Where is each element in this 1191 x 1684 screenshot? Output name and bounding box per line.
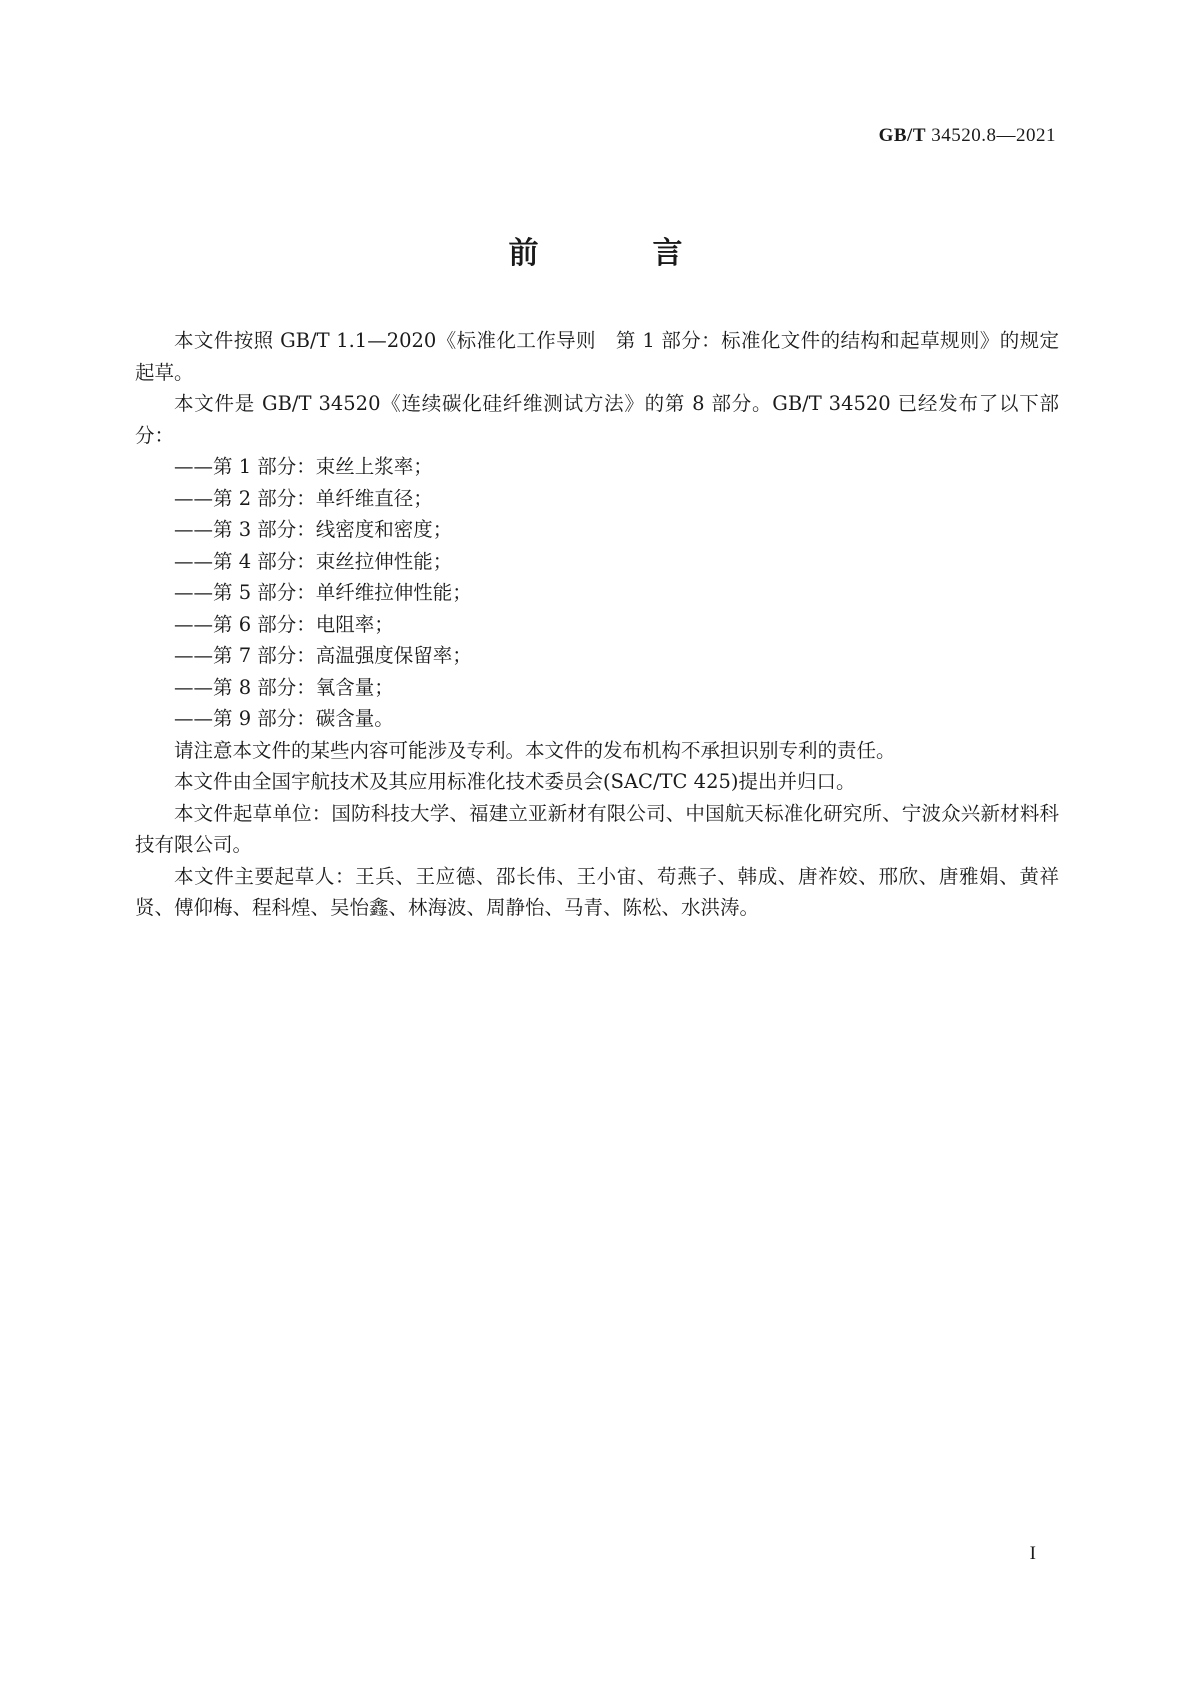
paragraph-drafting-units: 本文件起草单位：国防科技大学、福建立亚新材有限公司、中国航天标准化研究所、宁波众兴新材料科技有限公司。: [135, 801, 1059, 856]
foreword-body: [135, 325, 1059, 924]
paragraph-drafting-rules: 本文件按照 GB/T 1.1—2020《标准化工作导则 第 1 部分：标准化文件的结构和起草规则》的规定起草。: [135, 329, 1059, 384]
page-title: 前 言: [508, 236, 725, 271]
list-item: ——第 7 部分：高温强度保留率；: [174, 644, 472, 667]
list-item: ——第 2 部分：单纤维直径；: [174, 486, 433, 510]
standard-code-prefix: GB/T: [878, 125, 926, 146]
page-number: I: [1029, 1543, 1036, 1564]
parts-list: [135, 451, 1059, 735]
list-item: ——第 1 部分：束丝上浆率；: [174, 455, 433, 478]
list-item: ——第 9 部分：碳含量。: [174, 707, 394, 730]
paragraph-patent-notice: 请注意本文件的某些内容可能涉及专利。本文件的发布机构不承担识别专利的责任。: [174, 738, 896, 762]
paragraph-series-intro: 本文件是 GB/T 34520《连续碳化硅纤维测试方法》的第 8 部分。GB/T 34520 已经发布了以下部分：: [135, 392, 1059, 447]
list-item: ——第 3 部分：线密度和密度；: [174, 518, 453, 541]
list-item: ——第 6 部分：电阻率；: [174, 612, 394, 636]
standard-code-number: 34520.8—2021: [931, 125, 1056, 146]
list-item: ——第 4 部分：束丝拉伸性能；: [174, 549, 453, 573]
list-item: ——第 8 部分：氧含量；: [174, 675, 394, 699]
standard-code: [879, 125, 1056, 147]
list-item: ——第 5 部分：单纤维拉伸性能；: [174, 581, 472, 604]
paragraph-proposer: 本文件由全国宇航技术及其应用标准化技术委员会(SAC/TC 425)提出并归口。: [174, 770, 856, 793]
paragraph-drafters: 本文件主要起草人：王兵、王应德、邵长伟、王小宙、苟燕子、韩成、唐祚姣、邢欣、唐雅娟、黄祥贤、傅仰梅、程科煌、吴怡鑫、林海波、周静怡、马青、陈松、水洪涛。: [135, 864, 1059, 919]
